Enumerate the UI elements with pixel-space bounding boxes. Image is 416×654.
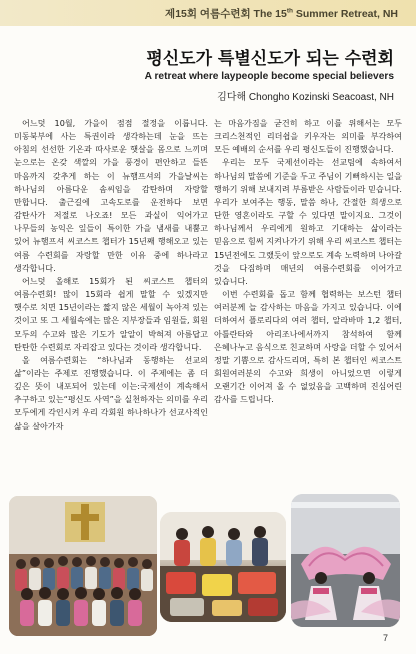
page-number: 7: [382, 633, 388, 643]
paragraph: 어느덧 올해로 15회가 된 씨코스트 챕터의 여름수련회! 많이 15회라 쉽게 말할 수 있겠지만 햇수로 치면 15년이라는 짧지 않은 세월이 녹아져 있는 것이고 또 그 세월속에는 많은 지부장들과 임원들, 회원 모두의 수고와 많은 기도가 알알이 박혀져 아름답고 탄탄한 수련회로 자리잡고 있다는 것이라 생각합니다.: [14, 275, 208, 352]
food-table-photo-icon: [160, 512, 286, 622]
article-byline: 김다해 Chongho Kozinski Seacoast, NH: [217, 92, 394, 103]
header-suffix: Summer Retreat, NH: [292, 8, 398, 20]
group-photo-icon: [9, 496, 157, 636]
article-right-column: [214, 117, 402, 406]
fan-dance-photo-icon: [291, 494, 400, 627]
header-title: [165, 6, 398, 21]
paragraph: 는 마음가짐을 굳건히 하고 이를 위해서는 모두 크리스천적인 리더쉽을 키우자는 의미를 부각하여 모든 예배의 순서를 우리 평신도들이 진행했습니다.: [214, 118, 402, 155]
header-prefix: 제15회 여름수련회 The 15: [165, 8, 287, 20]
paragraph: 올 여름수련회는 “하나님과 동행하는 선교의 삶”이라는 주제로 진행했습니다. 이 주제에는 좀 더 깊은 뜻이 내포되어 있는데 이는:국제선이 계속해서 추구하고 있는“평신도 사역”을 실천하자는 의미를 우리 모두에게 각인시켜 우리 각회원 하나하나가 선교사적인 삶을 살아가자: [14, 354, 208, 431]
paragraph: 우리는 모두 국제선이라는 선교팀에 속하여서 하나님의 말씀에 기준을 두고 주님이 기뻐하시는 일을 행하기 위해 보내지려 부름받은 사람들이라 믿습니다. 우리가 보여주는 행동, 말씀 하나, 간절한 희생으로 단한 영혼이라도 구할 수 있다면 말이지요. 그것이 하나님께서 우리에게 원하고 기대하는 삶이라는 믿음으로 힘써 지켜나가기 위해 우리 씨코스트 챕터는 15년전에도 그랬듯이 앞으로도 계속 노력하며 나아갈 것을 다짐하며 매년의 여름수련회를 이어가고 있습니다.: [214, 157, 402, 286]
paragraph: 어느덧 10월, 가을이 점점 절정을 이룹니다. 미동북부에 사는 특권이라 생각하는데 눈을 뜨는 아침의 선선한 기온과 따사로운 햇살을 몸으로 느끼며 눈으로는 온갖 색깔의 가을 풍경이 편안하고 들뜬 마음까지 갖추게 하는 이 뉴햄프셔의 가을날씨는 하나님의 아름다운 솜씨임을 감탄하며 자랑할 만합니다. 출근길에 고속도로를 운전하다 보면 감탄사가 저절로 나오죠! 모든 과실이 익어가고 나무들의 농익은 잎들이 특이한 가을 냄새를 내뿜고 있어 뉴햄프셔 씨코스트 챕터가 15년째 행해오고 있는 여름 수련회를 자랑할 만한 이유 중에 하나라고 생각합니다.: [14, 118, 208, 273]
article-title-korean: 평신도가 특별신도가 되는 수련회: [146, 49, 394, 69]
article-title-english: A retreat where laypeople become special believers: [144, 71, 394, 82]
article-left-column: [14, 117, 208, 433]
paragraph: 이번 수련회를 돕고 함께 협력하는 보스턴 챕터 여러분께 늘 감사하는 마음을 가지고 있습니다. 이에 더하여서 플로리다의 여러 챕터, 알라바마 1,2 챕터, 아틀란타와 아리조나에서까지 참석하여 함께 은혜나누고 음식으로 친교하며 사랑을 더할 수 있어서 정말 기쁨으로 감사드리며, 특히 본 챕터인 씨코스트 회원여러분의 수고와 희생이 아니었으면 이렇게 오랜기간 이어져 올 수 없었음을 고백하며 진심어린 감사를 드립니다.: [214, 289, 402, 405]
header-ordinal: th: [286, 7, 293, 15]
